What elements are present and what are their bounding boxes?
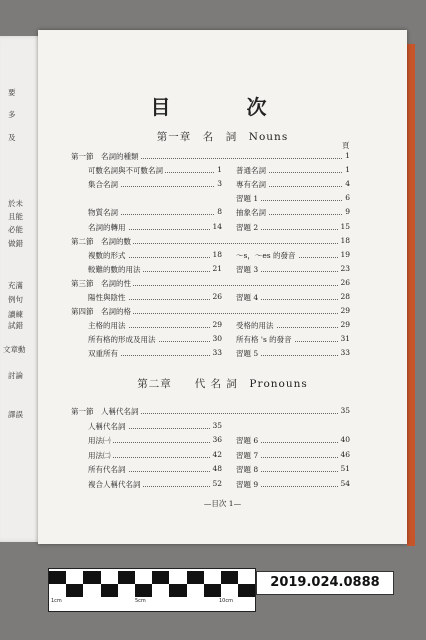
toc-entry-title: 習題 7: [236, 450, 259, 460]
toc-entry[interactable]: [236, 179, 350, 189]
toc-entry-page-number: 1: [345, 151, 350, 160]
ruler-label: 5cm: [135, 598, 146, 604]
toc-entry[interactable]: [88, 207, 222, 217]
toc-entry[interactable]: [236, 334, 350, 344]
toc-entry-title: 專有名詞: [236, 180, 266, 190]
toc-entry-page-number: 46: [340, 449, 350, 459]
toc-entry[interactable]: [236, 250, 350, 260]
toc-entry-page-number: 33: [212, 348, 222, 358]
toc-entry-title: 習題 8: [236, 465, 259, 475]
chapter-1-heading: 第一章 名 詞 Nouns: [156, 131, 289, 143]
toc-entry-title: 人稱代名詞: [88, 421, 126, 431]
toc-entry-title: 名詞的轉用: [88, 222, 126, 232]
toc-entry[interactable]: [88, 334, 222, 344]
left-page-text-fragment: 試錯: [8, 321, 23, 330]
toc-entry-page-number: 54: [340, 479, 350, 488]
chapter-2-heading: 第二章 代 名 詞 Pronouns: [137, 378, 308, 390]
toc-entry[interactable]: [88, 222, 222, 232]
book-cover-edge: [407, 44, 415, 546]
toc-entry[interactable]: [88, 320, 222, 330]
toc-entry[interactable]: [236, 479, 350, 489]
toc-entry[interactable]: [71, 151, 350, 161]
ruler-label: 1cm: [51, 598, 62, 604]
toc-entry[interactable]: [88, 348, 222, 358]
ruler-block: [152, 571, 169, 584]
toc-entry[interactable]: [236, 435, 350, 445]
toc-entry[interactable]: [236, 193, 350, 203]
ruler-block: [169, 584, 186, 597]
toc-entry-page-number: 36: [212, 435, 222, 445]
toc-entry-title: 用法㈠: [88, 436, 111, 446]
toc-entry[interactable]: [88, 479, 222, 489]
toc-entry-title: 複合人稱代名詞: [88, 480, 141, 489]
ruler-block: [83, 571, 100, 584]
ruler-block: [49, 571, 66, 584]
toc-entry-page-number: 18: [340, 235, 350, 245]
toc-entry[interactable]: [88, 250, 222, 260]
accession-number-label: 2019.024.0888: [256, 571, 394, 595]
left-page-text-fragment: 且能: [8, 212, 23, 221]
left-page-text-fragment: 多: [8, 110, 16, 119]
ruler-block: [66, 584, 83, 597]
left-page-text-fragment: 譯誤: [8, 410, 23, 419]
toc-entry-title: 第二節 名詞的數: [71, 236, 131, 246]
toc-entry[interactable]: [236, 207, 350, 217]
toc-entry-title: 第三節 名詞的性: [71, 278, 131, 288]
left-page-text-fragment: 必能: [8, 225, 23, 234]
toc-entry-title: 普通名詞: [236, 166, 266, 176]
toc-entry-page-number: 29: [212, 320, 222, 330]
toc-entry[interactable]: [88, 435, 222, 445]
toc-entry[interactable]: [88, 421, 222, 431]
toc-entry-title: 集合名詞: [88, 180, 118, 190]
scale-ruler: [48, 568, 256, 612]
toc-entry-title: 双重所有: [88, 349, 118, 359]
toc-entry-page-number: 21: [212, 263, 222, 273]
toc-entry[interactable]: [88, 450, 222, 460]
toc-entry-title: 所有格 's 的發音: [236, 335, 292, 345]
toc-entry-page-number: 8: [217, 207, 222, 217]
toc-entry-title: 所有格的形成及用法: [88, 335, 156, 345]
left-page-text-fragment: 充滿: [8, 281, 23, 290]
left-page-text-fragment: 要: [8, 88, 16, 97]
toc-entry-title: 習題 3: [236, 264, 259, 274]
toc-entry-page-number: 18: [212, 249, 222, 259]
toc-entry-page-number: 14: [212, 221, 222, 231]
left-page-text-fragment: 文章動: [3, 345, 26, 354]
ruler-label: 10cm: [219, 598, 233, 604]
toc-entry[interactable]: [88, 179, 222, 189]
toc-entry-title: 習題 1: [236, 194, 259, 204]
toc-entry[interactable]: [88, 264, 222, 274]
toc-entry[interactable]: [236, 320, 350, 330]
ruler-block: [135, 584, 152, 597]
toc-entry-page-number: 42: [212, 449, 222, 459]
toc-entry-title: 複數的形式: [88, 250, 126, 260]
toc-entry[interactable]: [236, 165, 350, 175]
toc-entry-page-number: 6: [345, 193, 350, 203]
toc-entry-title: 較難的數的用法: [88, 264, 141, 274]
toc-entry-title: 主格的用法: [88, 321, 126, 331]
toc-entry-page-number: 19: [340, 249, 350, 259]
left-page-text-fragment: 例句: [8, 295, 23, 304]
left-page-text-fragment: 讀練: [8, 310, 23, 319]
toc-entry[interactable]: [88, 292, 222, 302]
toc-entry[interactable]: [71, 236, 350, 246]
toc-entry[interactable]: [88, 165, 222, 175]
toc-entry[interactable]: [71, 306, 350, 316]
toc-entry[interactable]: [236, 464, 350, 474]
toc-entry-page-number: 28: [340, 292, 350, 301]
toc-entry-title: 可數名詞與不可數名詞: [88, 166, 163, 176]
toc-entry-page-number: 51: [340, 464, 350, 474]
toc-entry-title: ～s，～es 的發音: [236, 250, 296, 260]
toc-entry-title: 陽性與陰性: [88, 293, 126, 302]
toc-entry[interactable]: [236, 348, 350, 358]
toc-entry[interactable]: [236, 292, 350, 302]
left-page-text-fragment: 及: [8, 133, 16, 142]
ruler-block: [221, 571, 238, 584]
ruler-block: [204, 584, 221, 597]
toc-entry-title: 第一節 名詞的種類: [71, 152, 139, 161]
toc-entry-page-number: 3: [217, 179, 222, 189]
page-footer: —目次 1—: [203, 499, 242, 508]
page-title: 目 次: [150, 95, 295, 119]
toc-entry-title: 所有代名詞: [88, 465, 126, 475]
left-page-text-fragment: 討論: [8, 371, 23, 380]
toc-entry-title: 受格的用法: [236, 321, 274, 331]
toc-entry-title: 抽象名詞: [236, 208, 266, 218]
toc-entry-page-number: 26: [212, 292, 222, 301]
toc-entry-page-number: 30: [212, 334, 222, 344]
toc-entry-page-number: 40: [340, 435, 350, 445]
toc-entry-page-number: 29: [340, 320, 350, 330]
toc-entry-page-number: 1: [345, 165, 350, 175]
toc-entry-title: 習題 4: [236, 293, 259, 302]
toc-entry[interactable]: [71, 406, 350, 416]
toc-entry-page-number: 35: [212, 420, 222, 430]
ruler-block: [118, 571, 135, 584]
toc-entry-page-number: 29: [340, 306, 350, 316]
toc-entry[interactable]: [71, 278, 350, 288]
left-page-text-fragment: 於未: [8, 199, 23, 208]
toc-entry-page-number: 33: [340, 348, 350, 358]
toc-entry-page-number: 4: [345, 179, 350, 189]
toc-entry-page-number: 48: [212, 464, 222, 474]
toc-entry-title: 習題 9: [236, 480, 259, 489]
toc-entry-page-number: 23: [340, 263, 350, 273]
toc-entry[interactable]: [88, 464, 222, 474]
toc-entry-title: 物質名詞: [88, 208, 118, 218]
toc-entry-page-number: 26: [340, 277, 350, 287]
toc-entry-page-number: 31: [340, 334, 350, 344]
toc-entry-title: 習題 5: [236, 349, 259, 359]
toc-entry-page-number: 35: [340, 406, 350, 415]
toc-entry-page-number: 52: [212, 479, 222, 488]
toc-entry[interactable]: [236, 264, 350, 274]
ruler-block: [101, 584, 118, 597]
toc-entry-page-number: 9: [345, 207, 350, 217]
toc-entry-page-number: 1: [217, 165, 222, 175]
toc-entry-title: 習題 6: [236, 436, 259, 446]
toc-entry-page-number: 15: [340, 221, 350, 231]
toc-page: [38, 30, 407, 544]
toc-entry-title: 第一節 人稱代名詞: [71, 407, 139, 416]
toc-entry[interactable]: [236, 450, 350, 460]
page-column-label: 頁: [342, 141, 350, 150]
left-page-text-fragment: 做錯: [8, 239, 23, 248]
toc-entry-title: 用法㈡: [88, 450, 111, 460]
toc-entry[interactable]: [236, 222, 350, 232]
ruler-block: [187, 571, 204, 584]
toc-entry-title: 習題 2: [236, 222, 259, 232]
toc-entry-title: 第四節 名詞的格: [71, 307, 131, 317]
ruler-block: [238, 584, 255, 597]
